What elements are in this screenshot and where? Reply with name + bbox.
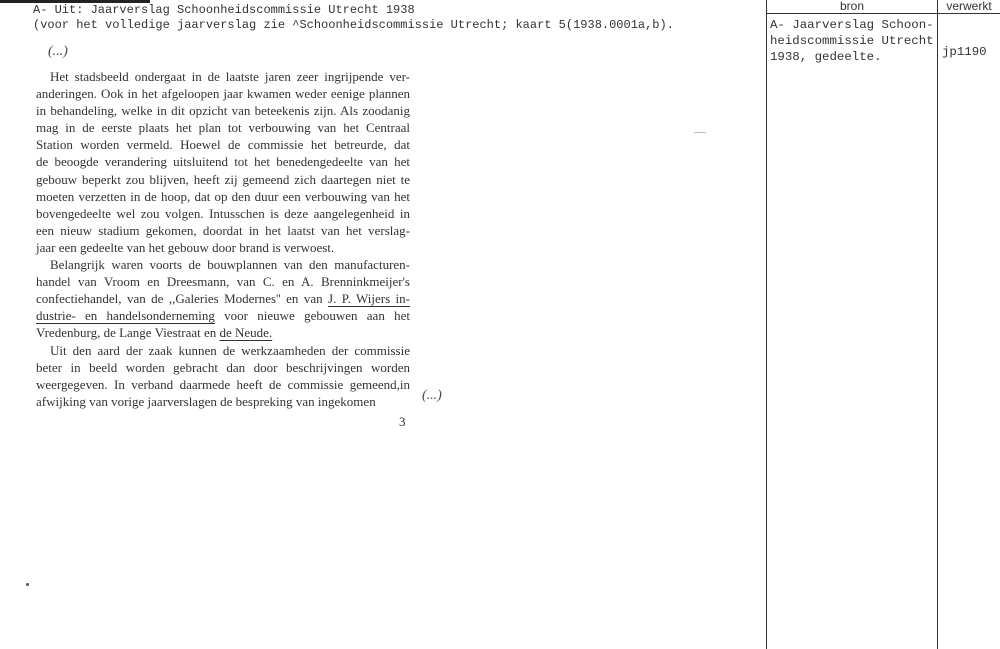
text-line: [36, 273, 410, 290]
text-segment: anderingen. Ook in het afgeloopen jaar kwamen weder eenige plannen: [36, 86, 410, 102]
scan-mark: [694, 132, 706, 133]
text-segment: mag in de eerste plaats het plan tot verbouwing van het Centraal: [36, 120, 410, 136]
text-segment: Belangrijk waren voorts de bouwplannen van den manufacturen-: [50, 257, 410, 273]
text-line: [36, 68, 410, 85]
underlined-text: J. P. Wijers in-: [328, 291, 410, 307]
text-segment: confectiehandel, van de ,,Galeries Modernes'' en van: [36, 291, 329, 307]
text-segment: Het stadsbeeld ondergaat in de laatste jaren zeer ingrijpende ver-: [50, 69, 410, 84]
source-header-line-1: A- Uit: Jaarverslag Schoonheidscommissie Utrecht 1938: [33, 3, 415, 17]
underlined-text: de Neude.: [219, 325, 273, 341]
text-line: [36, 256, 410, 273]
text-line: [36, 222, 410, 239]
text-line: [36, 153, 410, 170]
text-line: [36, 85, 410, 102]
text-line: [36, 393, 410, 410]
text-segment: voor nieuwe gebouwen aan het: [214, 308, 410, 324]
omission-mark-end: (...): [422, 388, 442, 403]
text-segment: Station worden vermeld. Hoewel de commissie het betreurde, dat: [36, 137, 410, 153]
verwerkt-cell: jp1190: [942, 45, 987, 59]
text-segment: Uit den aard der zaak kunnen de werkzaamheden der commissie: [50, 342, 410, 358]
text-line: [36, 205, 410, 222]
column-header-bron: bron: [839, 0, 865, 13]
text-line: [36, 290, 410, 307]
table-header-rule: [766, 13, 1000, 14]
text-segment: een nieuw stadium gekomen, doordat in het laatst van het verslag-: [36, 222, 410, 238]
text-segment: Vredenburg, de Lange Viestraat en: [36, 325, 220, 341]
underlined-text: dustrie- en handelsonderneming: [36, 308, 215, 324]
omission-mark-top: (...): [48, 44, 68, 59]
text-line: [36, 342, 410, 359]
text-line: [36, 119, 410, 136]
text-line: [36, 171, 410, 188]
text-segment: de beoogde verandering uitsluitend tot het benedengedeelte van het: [36, 154, 410, 170]
table-border-middle: [937, 0, 938, 649]
text-line: [36, 102, 410, 119]
table-border-left: [766, 0, 767, 649]
bron-cell: A- Jaarverslag Schoon- heidscommissie Utrecht 1938, gedeelte.: [770, 18, 934, 64]
text-line: [36, 239, 410, 256]
text-segment: handel van Vroom en Dreesmann, van C. en A. Brenninkmeijer's: [36, 274, 410, 290]
text-segment: beter in beeld worden gebracht dan door beschrijvingen worden: [36, 359, 410, 375]
text-segment: bovengedeelte wel zou volgen. Intusschen is deze aangelegenheid in: [36, 205, 410, 221]
source-header-line-2: (voor het volledige jaarverslag zie ^Schoonheidscommissie Utrecht; kaart 5(1938.0001a,b).: [33, 18, 674, 32]
document-body-text: [36, 68, 410, 410]
text-segment: weergegeven. In verband daarmede heeft de commissie gemeend,in: [36, 376, 410, 392]
scan-speck: [26, 583, 29, 586]
text-segment: afwijking van vorige jaarverslagen de bespreking van ingekomen: [36, 393, 376, 409]
text-segment: jaar een gedeelte van het gebouw door brand is verwoest.: [36, 239, 335, 255]
text-line: [36, 188, 410, 205]
text-segment: moeten verzetten in de hoop, dat op den duur een verbouwing van het: [36, 188, 410, 204]
text-line: [36, 307, 410, 324]
text-line: [36, 136, 410, 153]
column-header-verwerkt: verwerkt: [946, 0, 992, 13]
text-segment: gebouw beperkt zou blijven, heeft zij gemeend zich daartegen niet te: [36, 171, 410, 187]
text-line: [36, 376, 410, 393]
text-line: [36, 359, 410, 376]
text-line: [36, 324, 410, 341]
text-segment: in behandeling, welke in dit opzicht van beteekenis zijn. Als zoodanig: [36, 103, 410, 119]
page-number: 3: [399, 414, 406, 429]
